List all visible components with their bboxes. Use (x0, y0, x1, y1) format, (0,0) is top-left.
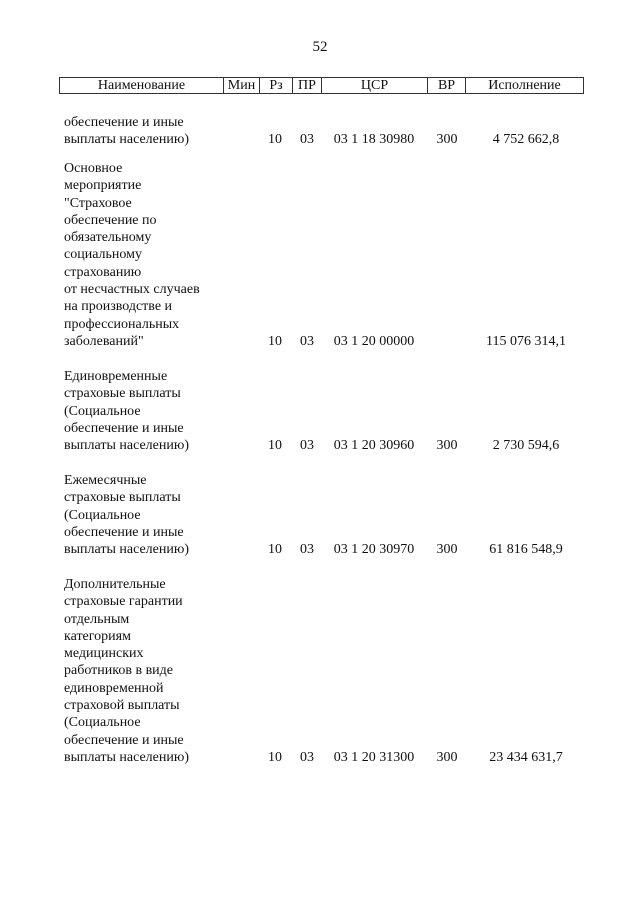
header-min: Мин (223, 78, 259, 93)
row-csr: 03 1 18 30980 (333, 132, 415, 147)
row-name: обеспечение и иные выплаты населению) (64, 115, 189, 148)
header-vr: ВР (427, 78, 465, 93)
row-vr: 300 (436, 132, 458, 147)
header-name: Наименование (97, 78, 186, 93)
row-vr: 300 (436, 438, 458, 453)
row-name: Основное мероприятие "Страховое обеспечение по обязательному социальному страхованию от несчастных случаев на производстве и профессиональных заболеваний" (64, 161, 200, 349)
row-pr: 03 (300, 132, 314, 147)
row-isp: 115 076 314,1 (486, 334, 566, 349)
row-csr: 03 1 20 30960 (333, 438, 415, 453)
row-rz: 10 (268, 542, 282, 557)
row-vr: 300 (436, 750, 458, 765)
row-isp: 23 434 631,7 (489, 750, 563, 765)
row-name: Дополнительные страховые гарантии отдельным категориям медицинских работников в виде единовременной страховой выплаты (Социальное обеспечение и иные выплаты населению) (64, 577, 189, 765)
row-csr: 03 1 20 30970 (333, 542, 415, 557)
row-name: Ежемесячные страховые выплаты (Социальное обеспечение и иные выплаты населению) (64, 473, 189, 558)
header-isp: Исполнение (465, 78, 583, 93)
row-isp: 4 752 662,8 (492, 132, 560, 147)
row-csr: 03 1 20 00000 (333, 334, 415, 349)
header-pr: ПР (292, 78, 321, 93)
row-pr: 03 (300, 542, 314, 557)
row-rz: 10 (268, 750, 282, 765)
row-csr: 03 1 20 31300 (333, 750, 415, 765)
row-vr: 300 (436, 542, 458, 557)
header-rz: Рз (259, 78, 292, 93)
row-rz: 10 (268, 132, 282, 147)
row-name: Единовременные страховые выплаты (Социальное обеспечение и иные выплаты населению) (64, 369, 189, 454)
row-rz: 10 (268, 334, 282, 349)
row-pr: 03 (300, 438, 314, 453)
row-isp: 2 730 594,6 (492, 438, 560, 453)
page-number: 52 (312, 39, 328, 55)
row-rz: 10 (268, 438, 282, 453)
row-pr: 03 (300, 334, 314, 349)
row-isp: 61 816 548,9 (489, 542, 563, 557)
table-header (59, 77, 584, 94)
row-pr: 03 (300, 750, 314, 765)
header-csr: ЦСР (321, 78, 427, 93)
